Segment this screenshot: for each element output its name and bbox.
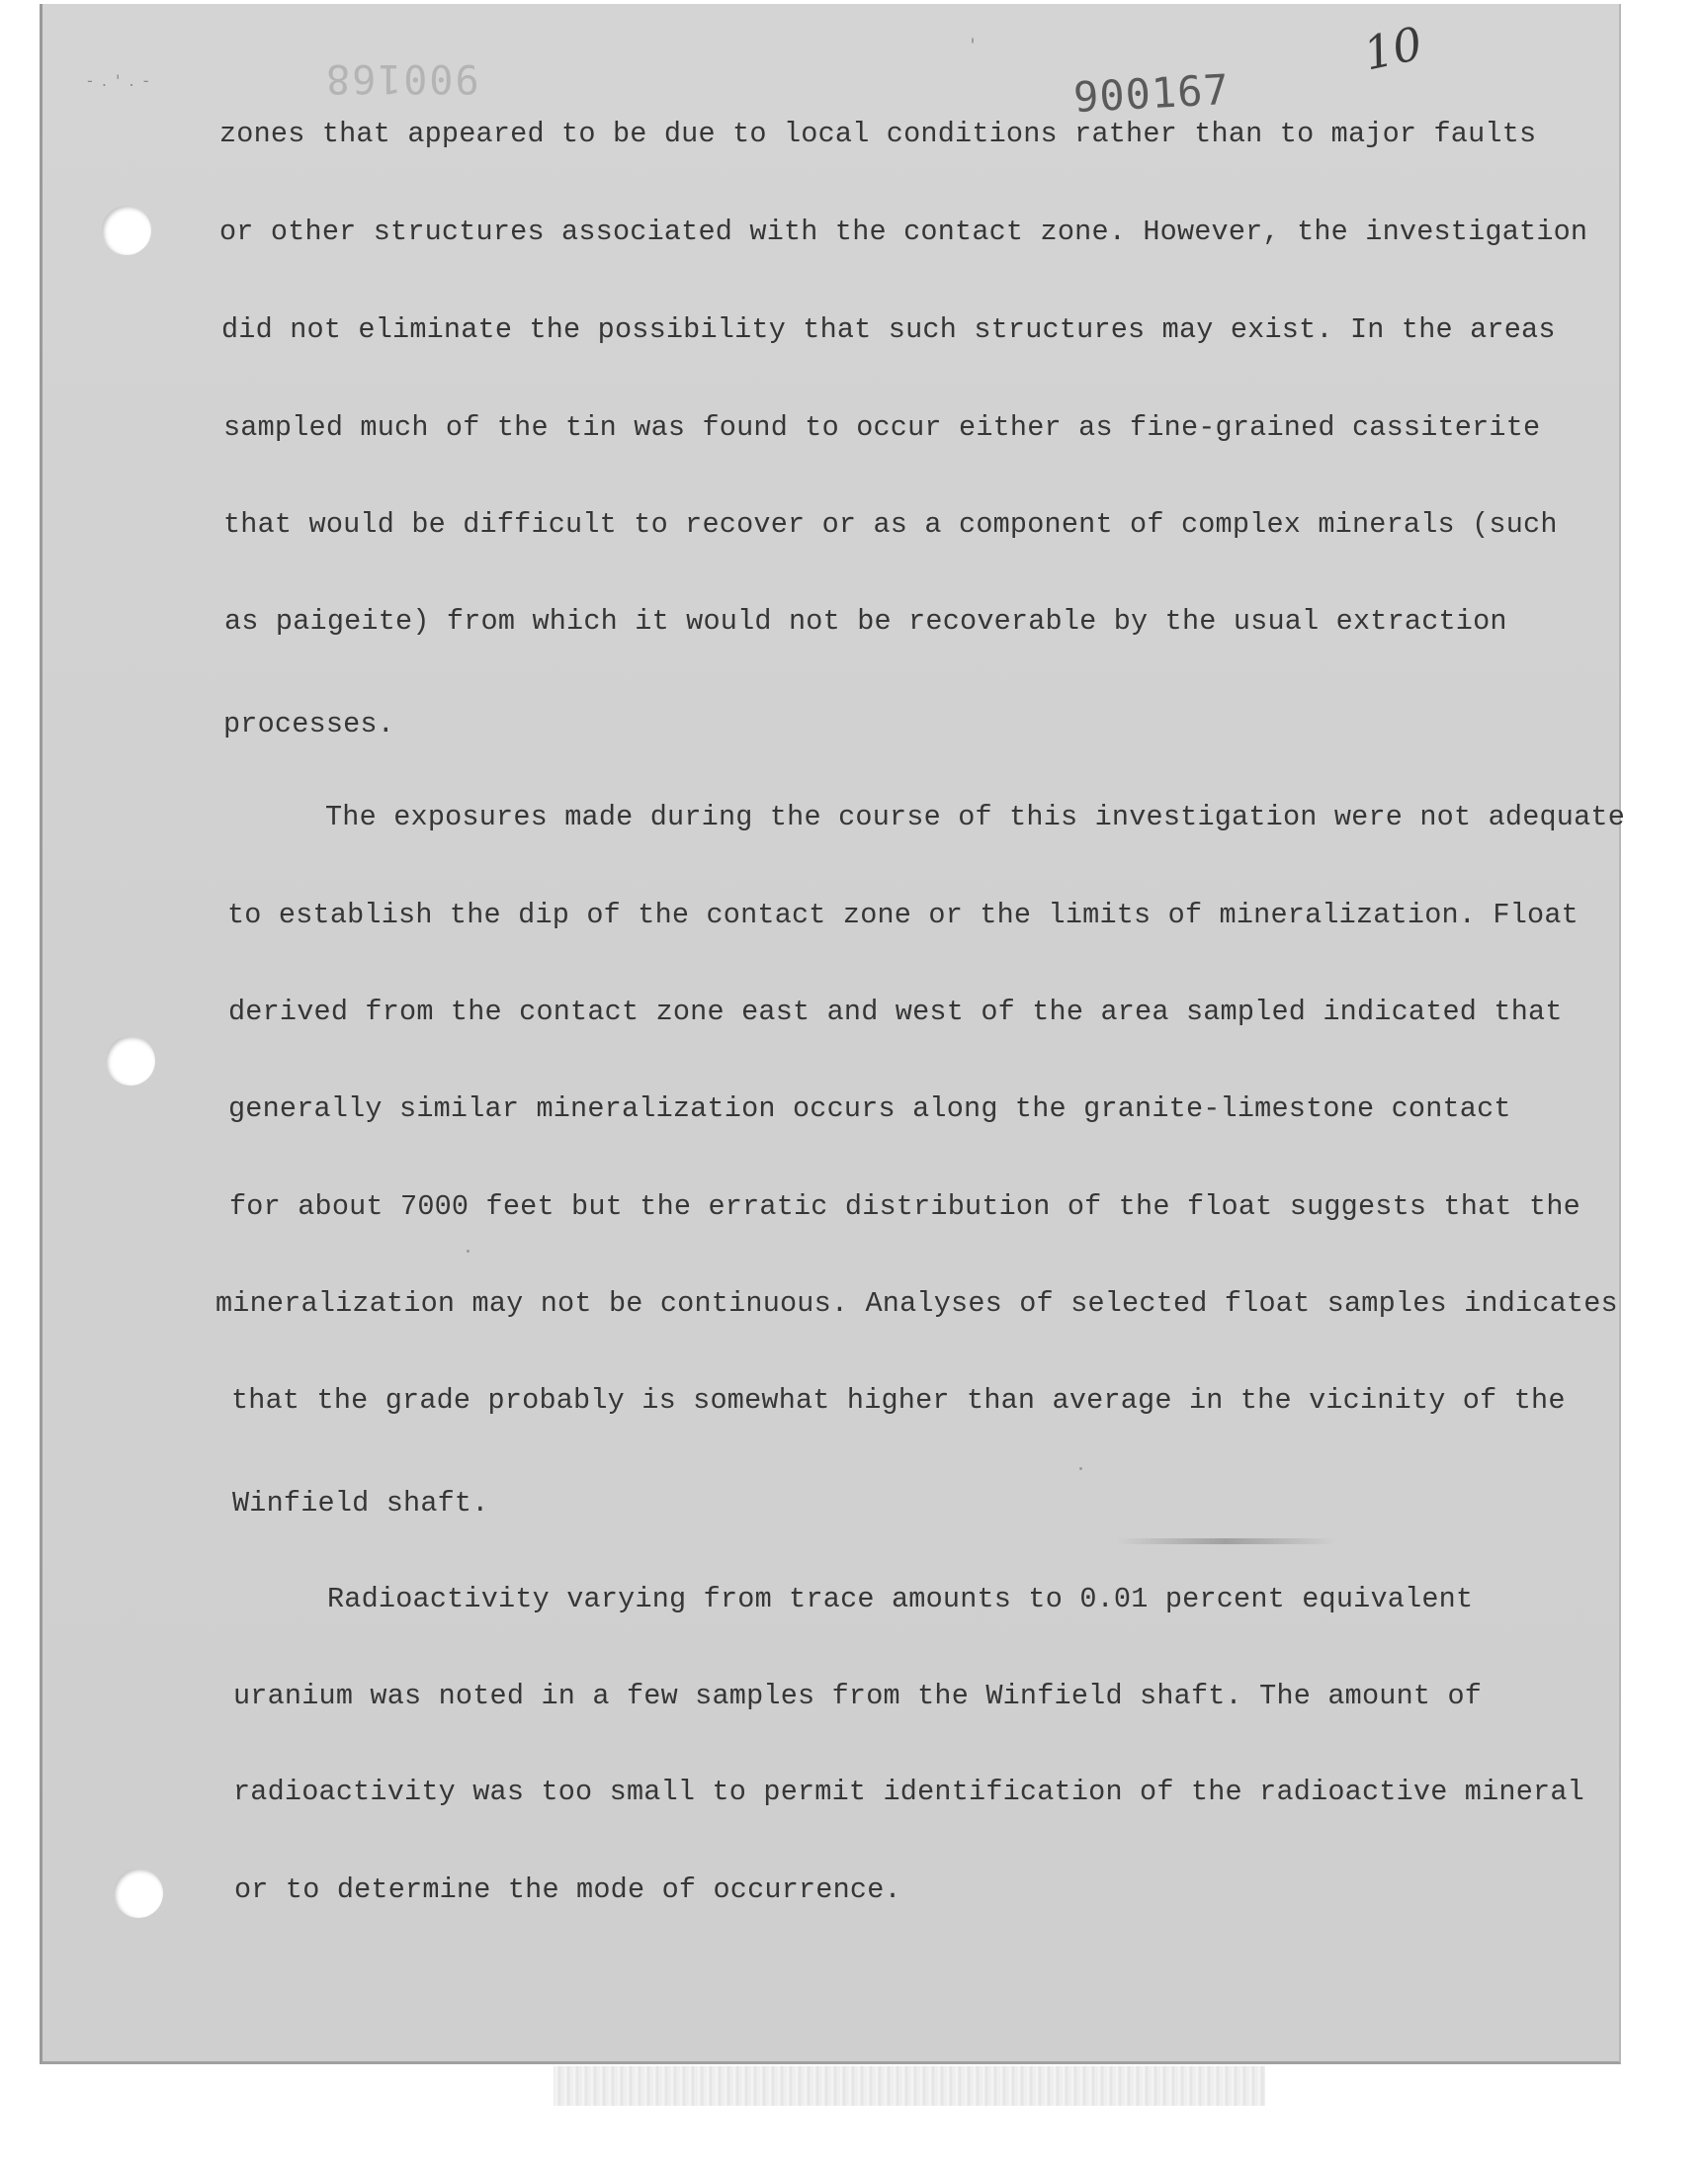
scan-edge-strip	[554, 2066, 1265, 2106]
text-line: The exposures made during the course of this investigation were not adequate	[325, 801, 1626, 833]
text-line: generally similar mineralization occurs along the granite-limestone contact	[228, 1092, 1511, 1125]
text-line: radioactivity was too small to permit identification of the radioactive mineral	[233, 1776, 1584, 1808]
stamp-number: 900167	[1071, 64, 1231, 123]
text-line: mineralization may not be continuous. Analyses of selected float samples indicates	[215, 1287, 1618, 1320]
text-line: that the grade probably is somewhat higher than average in the vicinity of the	[231, 1384, 1566, 1417]
text-line: zones that appeared to be due to local conditions rather than to major faults	[219, 118, 1537, 150]
faded-stamp-number: 900168	[324, 55, 479, 101]
text-line: Winfield shaft.	[232, 1487, 489, 1520]
punch-hole-middle	[106, 1036, 155, 1086]
punch-hole-bottom	[114, 1869, 163, 1918]
text-line: sampled much of the tin was found to occur either as fine-grained cassiterite	[223, 411, 1541, 444]
text-line: Radioactivity varying from trace amounts to 0.01 percent equivalent	[327, 1583, 1474, 1615]
punch-hole-top	[102, 206, 151, 255]
text-line: did not eliminate the possibility that such structures may exist. In the areas	[221, 313, 1556, 346]
smudge-mark	[1117, 1538, 1334, 1544]
text-line: processes.	[223, 708, 395, 740]
speck	[972, 38, 974, 44]
text-line: that would be difficult to recover or as a component of complex minerals (such	[223, 508, 1558, 541]
handwritten-page-number: 10	[1359, 16, 1427, 81]
text-line: derived from the contact zone east and west of the area sampled indicated that	[228, 996, 1563, 1028]
text-line: uranium was noted in a few samples from the Winfield shaft. The amount of	[233, 1680, 1483, 1712]
text-line: as paigeite) from which it would not be recoverable by the usual extraction	[224, 605, 1507, 638]
text-line: for about 7000 feet but the erratic distribution of the float suggests that the	[229, 1190, 1580, 1223]
text-line: to establish the dip of the contact zone or the limits of mineralization. Float	[227, 899, 1579, 931]
speck	[1079, 1467, 1082, 1470]
edge-marks: - . ' . -	[87, 71, 151, 90]
speck	[467, 1250, 470, 1253]
text-line: or other structures associated with the contact zone. However, the investigation	[219, 216, 1588, 248]
text-line: or to determine the mode of occurrence.	[234, 1873, 901, 1906]
